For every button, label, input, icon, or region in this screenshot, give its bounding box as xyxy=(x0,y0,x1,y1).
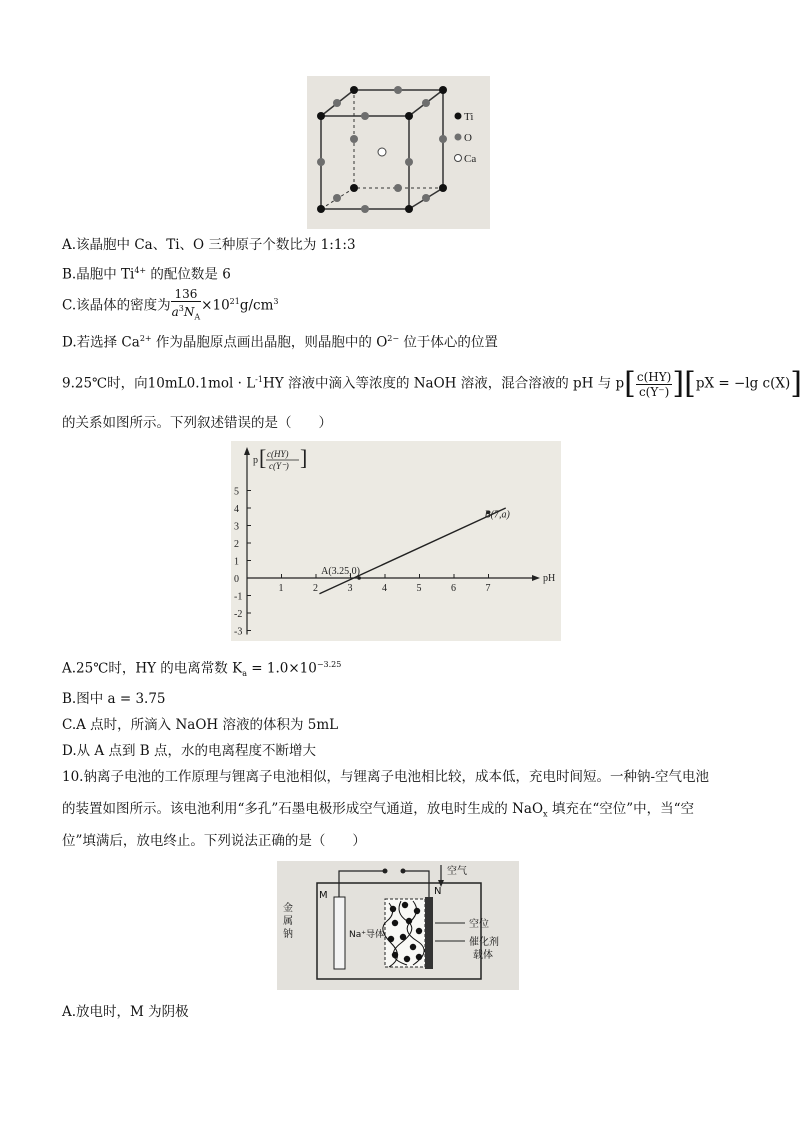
x-tick-label: 7 xyxy=(485,583,491,594)
x-tick-label: 4 xyxy=(382,583,387,594)
density-fraction: $\frac{136}{a^3N_A}$ xyxy=(171,287,201,322)
q9-stem-line2: 的关系如图所示。下列叙述错误的是（ ） xyxy=(62,415,332,431)
ph-chart-svg xyxy=(231,441,561,641)
legend-ca-icon xyxy=(455,155,462,162)
data-line xyxy=(319,508,505,594)
electrode-m-label: M xyxy=(319,890,328,901)
q9-option-a: A.25℃时，HY 的电离常数 $K_a = 1.0\times 10^{-3.25}$ xyxy=(62,660,342,679)
q9-option-b: B.图中 a = 3.75 xyxy=(62,691,166,707)
y-tick-label: -3 xyxy=(234,626,243,638)
legend-ti-label: Ti xyxy=(464,111,474,123)
crystal-cell-figure xyxy=(307,76,490,229)
q10-stem-line3: 位”填满后，放电终止。下列说法正确的是（ ） xyxy=(62,833,366,849)
y-axis-label-num: c(HY) xyxy=(267,449,289,459)
catalyst-label-2: 载体 xyxy=(473,950,493,961)
catalyst-label-1: 催化剂 xyxy=(469,937,499,948)
y-axis-arrow xyxy=(244,447,250,455)
cube-back-face xyxy=(354,90,443,188)
conductor-label: Na⁺导体 xyxy=(349,930,384,940)
q9-option-c: C.A 点时，所滴入 NaOH 溶液的体积为 5mL xyxy=(62,717,339,733)
legend-o-icon xyxy=(455,134,462,141)
q8-option-c: C.该晶体的密度为 $\frac{136}{a^3N_A}$ $\times 10^{21}g/cm^3$ xyxy=(62,284,279,325)
q10-option-a: A.放电时，M 为阴极 xyxy=(62,1004,189,1020)
metal-label-3: 钠 xyxy=(283,929,293,940)
x-axis-arrow xyxy=(532,575,540,581)
legend-ti-icon xyxy=(455,113,462,120)
y-axis-label-p: p xyxy=(253,455,258,466)
y-tick-label: 1 xyxy=(234,556,239,568)
cube-front-face xyxy=(321,116,409,209)
metal-sodium-electrode xyxy=(334,897,345,969)
ph-chart xyxy=(231,441,561,641)
q10-stem-line2: 的装置如图所示。该电池利用“多孔”石墨电极形成空气通道，放电时生成的 NaO$_x$ 填充在“空位”中，当“空 xyxy=(62,801,695,819)
electrode-n-label: N xyxy=(434,886,442,897)
crystal-cell-diagram xyxy=(307,76,490,229)
y-axis-label-den: c(Y⁻) xyxy=(269,461,289,471)
x-tick-label: 3 xyxy=(347,583,353,594)
vacancy-label: 空位 xyxy=(469,919,489,930)
q9-stem-line1: 9.25℃时，向$10mL0.1mol \cdot L^{-1}HY$ 溶液中滴入等浓度的 NaOH 溶液，混合溶液的 pH 与 p[ $\frac{c(HY)}{c(Y^-)}$ ][pX = −lg c(X)] xyxy=(62,366,802,401)
y-tick-label: -1 xyxy=(234,591,243,603)
y-tick-label: 5 xyxy=(234,486,239,498)
q10-stem-line1: 10.钠离子电池的工作原理与锂离子电池相似，与锂离子电池相比较，成本低，充电时间短。一种钠-空气电池 xyxy=(62,769,710,785)
x-tick-label: 5 xyxy=(416,583,422,594)
q8-option-b: B.晶胞中 $Ti^{4+}$ 的配位数是 6 xyxy=(62,266,231,283)
y-tick-label: -2 xyxy=(234,609,243,620)
point-b-label: B(7,a) xyxy=(484,509,510,521)
legend-ca-label: Ca xyxy=(464,153,477,165)
y-tick-label: 0 xyxy=(234,574,239,585)
y-tick-label: 4 xyxy=(234,504,239,515)
y-axis-label-bracket-left: [ xyxy=(259,445,267,470)
metal-label-1: 金 xyxy=(283,903,293,914)
n-electrode xyxy=(425,897,433,969)
x-tick-label: 1 xyxy=(278,583,284,594)
legend-o-label: O xyxy=(464,132,472,144)
x-tick-label: 2 xyxy=(313,583,318,594)
x-tick-label: 6 xyxy=(451,583,456,594)
battery-figure xyxy=(277,861,519,990)
q9-fraction: $\frac{c(HY)}{c(Y^-)}$ xyxy=(636,369,672,399)
y-tick-label: 2 xyxy=(234,539,239,550)
q8-option-a: A.该晶胞中 Ca、Ti、O 三种原子个数比为 1:1:3 xyxy=(62,237,356,253)
q8-option-d: D.若选择 $Ca^{2+}$ 作为晶胞原点画出晶胞，则晶胞中的 $O^{2-}$ 位于体心的位置 xyxy=(62,334,498,351)
q9-option-d: D.从 A 点到 B 点，水的电离程度不断增大 xyxy=(62,743,316,759)
point-a-label: A(3.25,0) xyxy=(321,566,361,577)
air-label: 空气 xyxy=(447,866,467,877)
y-axis-label-bracket-right: ] xyxy=(300,445,308,470)
x-axis-label: pH xyxy=(543,573,556,584)
ca-atom xyxy=(378,148,386,156)
battery-diagram xyxy=(277,861,519,990)
metal-label-2: 属 xyxy=(283,916,293,927)
y-tick-label: 3 xyxy=(234,521,239,533)
